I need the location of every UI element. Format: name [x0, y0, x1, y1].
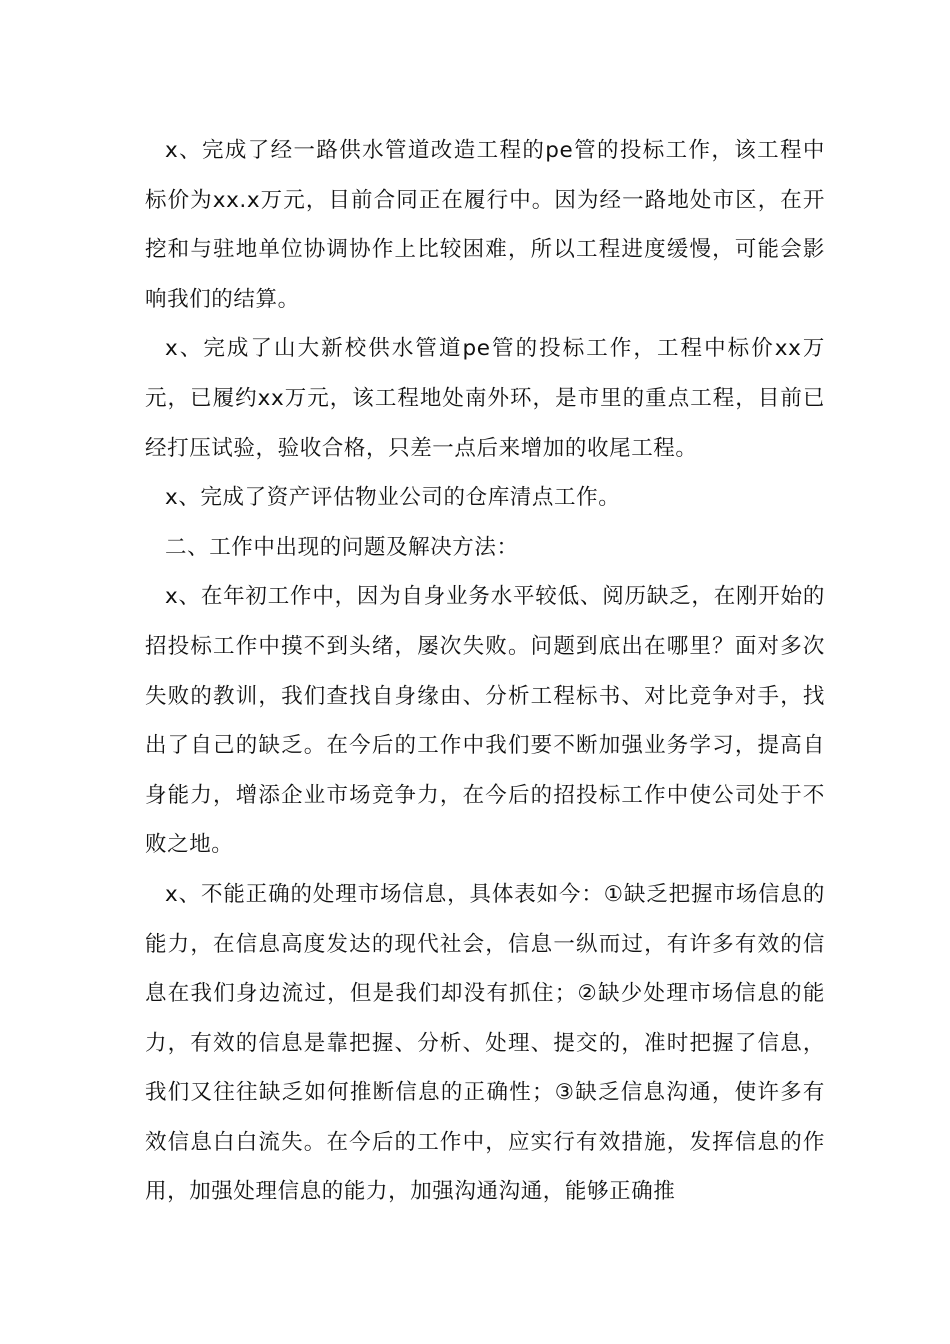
paragraph-5: x、不能正确的处理市场信息，具体表如今：①缺乏把握市场信息的能力，在信息高度发达的现代社会，信息一纵而过，有许多有效的信息在我们身边流过，但是我们却没有抓住；②缺少处理市场信息的能力，有效的信息是靠把握、分析、处理、提交的，准时把握了信息，我们又往往缺乏如何推断信息的正确性；③缺乏信息沟通，使许多有效信息白白流失。在今后的工作中，应实行有效措施，发挥信息的作用，加强处理信息的能力，加强沟通沟通，能够正确推: [145, 881, 825, 1205]
paragraph-4: x、在年初工作中，因为自身业务水平较低、阅历缺乏，在刚开始的招投标工作中摸不到头绪，屡次失败。问题到底出在哪里？面对多次失败的教训，我们查找自身缘由、分析工程标书、对比竞争对手，找出了自己的缺乏。在今后的工作中我们要不断加强业务学习，提高自身能力，增添企业市场竞争力，在今后的招投标工作中使公司处于不败之地。: [145, 584, 825, 858]
document-body: [145, 126, 825, 1217]
paragraph-2: x、完成了山大新校供水管道pe管的投标工作，工程中标价xx万元，已履约xx万元，该工程地处南外环，是市里的重点工程，目前已经打压试验，验收合格，只差一点后来增加的收尾工程。: [145, 336, 825, 461]
paragraph-1: x、完成了经一路供水管道改造工程的pe管的投标工作，该工程中标价为xx.x万元，目前合同正在履行中。因为经一路地处市区，在开挖和与驻地单位协调协作上比较困难，所以工程进度缓慢，可能会影响我们的结算。: [145, 138, 825, 312]
paragraph-3: x、完成了资产评估物业公司的仓库清点工作。: [165, 485, 621, 511]
section-heading: 二、工作中出现的问题及解决方法：: [165, 534, 519, 560]
